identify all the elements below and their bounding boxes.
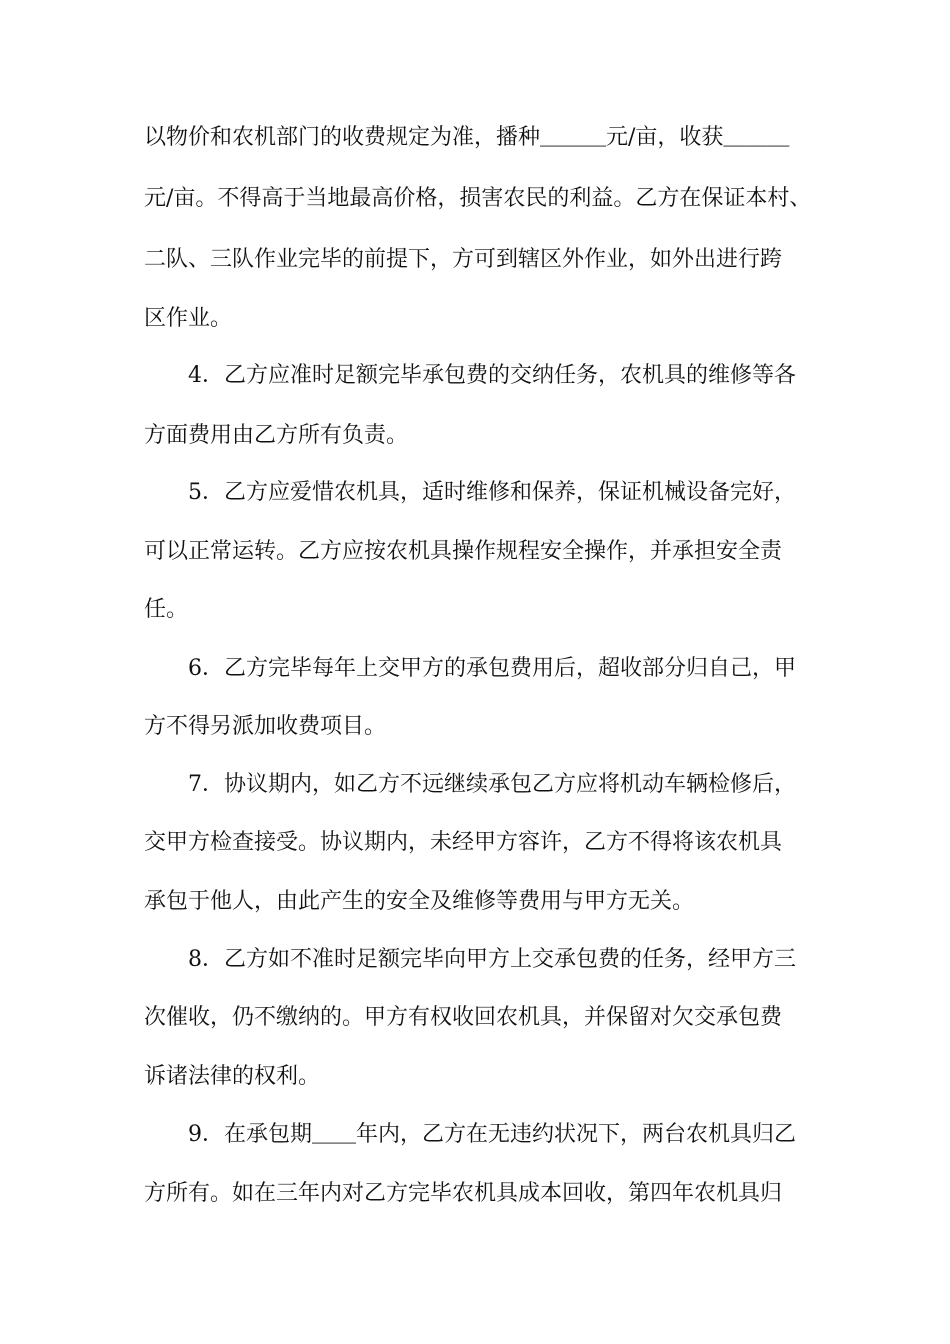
text-line: 次催收，仍不缴纳的。甲方有权收回农机具，并保留对欠交承包费: [144, 1005, 783, 1030]
paragraph-5-start: 5．乙方应爱惜农机具，适时维修和保养，保证机械设备完好，: [188, 480, 796, 505]
text-line: 区作业。: [144, 306, 233, 331]
text-line: 方面费用由乙方所有负责。: [144, 423, 409, 448]
text-line: 元/亩。不得高于当地最高价格，损害农民的利益。乙方在保证本村、: [144, 186, 812, 211]
text-line: 以物价和农机部门的收费规定为准，播种＿＿＿元/亩，收获＿＿＿: [144, 125, 790, 150]
text-line: 二队、三队作业完毕的前提下，方可到辖区外作业，如外出进行跨: [144, 247, 783, 272]
paragraph-6-start: 6．乙方完毕每年上交甲方的承包费用后，超收部分归自己，甲: [188, 656, 796, 681]
text-line: 方不得另派加收费项目。: [144, 714, 387, 739]
paragraph-8-start: 8．乙方如不准时足额完毕向甲方上交承包费的任务，经甲方三: [188, 947, 796, 972]
text-line: 任。: [144, 597, 189, 622]
text-line: 可以正常运转。乙方应按农机具操作规程安全操作，并承担安全责: [144, 539, 783, 564]
text-line: 承包于他人，由此产生的安全及维修等费用与甲方无关。: [144, 889, 695, 914]
paragraph-7-start: 7．协议期内，如乙方不远继续承包乙方应将机动车辆检修后，: [188, 772, 796, 797]
text-line: 方所有。如在三年内对乙方完毕农机具成本回收，第四年农机具归: [144, 1181, 783, 1206]
paragraph-9-start: 9．在承包期＿＿年内，乙方在无违约状况下，两台农机具归乙: [188, 1122, 796, 1147]
text-line: 诉诸法律的权利。: [144, 1064, 321, 1089]
text-line: 交甲方检查接受。协议期内，未经甲方容许，乙方不得将该农机具: [144, 830, 783, 855]
paragraph-4-start: 4．乙方应准时足额完毕承包费的交纳任务，农机具的维修等各: [188, 363, 796, 388]
